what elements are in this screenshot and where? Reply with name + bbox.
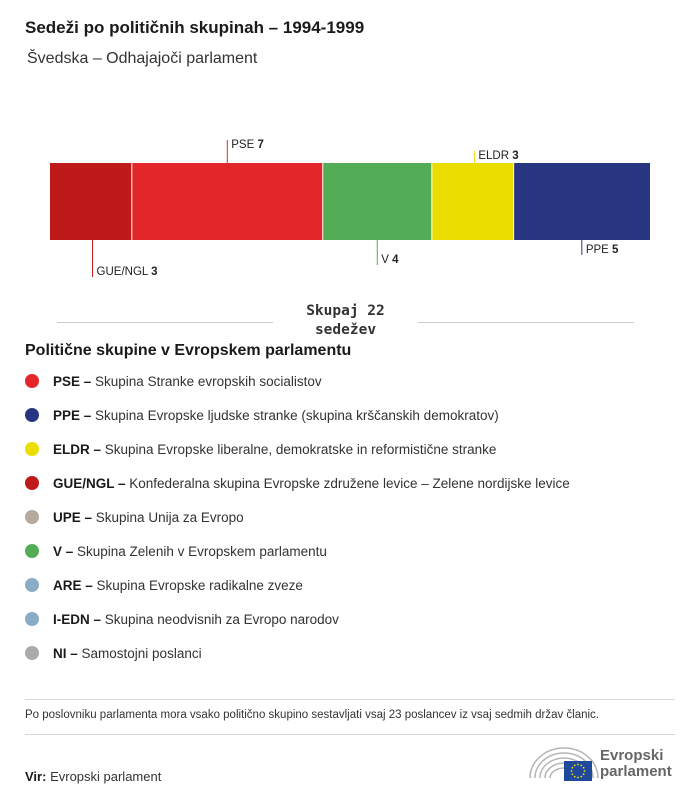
divider bbox=[25, 734, 675, 735]
total-seats bbox=[273, 302, 418, 340]
legend-dot-icon bbox=[25, 612, 39, 626]
legend-item bbox=[25, 506, 244, 528]
legend-abbreviation: GUE/NGL – bbox=[53, 475, 126, 491]
bar-label-ppe: PPE 5 bbox=[585, 244, 619, 256]
divider bbox=[25, 699, 675, 700]
legend-item bbox=[25, 540, 327, 562]
legend-abbreviation: ELDR – bbox=[53, 441, 102, 457]
legend-item bbox=[25, 438, 496, 460]
total-seats-count: Skupaj 22 bbox=[306, 303, 385, 319]
logo-line-2: parlament bbox=[600, 763, 672, 780]
eu-star-icon bbox=[584, 770, 586, 772]
legend-dot-icon bbox=[25, 408, 39, 422]
legend-description: Skupina Stranke evropskih socialistov bbox=[91, 373, 322, 389]
bar-label-pse: PSE 7 bbox=[231, 139, 264, 151]
legend-description: Skupina Evropske ljudske stranke (skupina krščanskih demokratov) bbox=[91, 407, 499, 423]
eu-star-icon bbox=[577, 764, 579, 766]
total-divider-right bbox=[418, 322, 634, 323]
legend-description: Skupina Zelenih v Evropskem parlamentu bbox=[73, 543, 327, 559]
logo-line-1: Evropski bbox=[600, 747, 664, 764]
eu-star-icon bbox=[571, 767, 573, 769]
logo-text bbox=[600, 748, 672, 780]
legend-item bbox=[25, 608, 339, 630]
source bbox=[25, 769, 161, 784]
bar-segment-gue-ngl bbox=[50, 163, 132, 240]
legend-label bbox=[53, 578, 303, 593]
legend-item bbox=[25, 404, 499, 426]
bar-segment-eldr bbox=[432, 163, 514, 240]
eu-star-icon bbox=[574, 764, 576, 766]
legend-abbreviation: V – bbox=[53, 543, 74, 559]
legend-dot-icon bbox=[25, 442, 39, 456]
legend-dot-icon bbox=[25, 646, 39, 660]
legend-dot-icon bbox=[25, 578, 39, 592]
bar-label-gue-ngl: GUE/NGL 3 bbox=[96, 266, 158, 278]
legend-abbreviation: I-EDN – bbox=[53, 611, 102, 627]
legend-label bbox=[53, 442, 496, 457]
legend-item bbox=[25, 574, 303, 596]
eu-star-icon bbox=[583, 767, 585, 769]
legend-item bbox=[25, 642, 202, 664]
legend-label bbox=[53, 646, 202, 661]
page-title: Sedeži po političnih skupinah – 1994-1999 bbox=[25, 18, 365, 37]
source-label: Vir: bbox=[25, 769, 47, 784]
seat-distribution-chart bbox=[0, 130, 700, 290]
eu-star-icon bbox=[574, 776, 576, 778]
legend-title: Politične skupine v Evropskem parlamentu bbox=[25, 342, 352, 359]
legend-dot-icon bbox=[25, 510, 39, 524]
bar-segment-v bbox=[323, 163, 432, 240]
bar-label-v: V 4 bbox=[381, 254, 399, 266]
legend-description: Konfederalna skupina Evropske združene levice – Zelene nordijske levice bbox=[125, 475, 570, 491]
total-seats-unit: sedežev bbox=[314, 322, 377, 338]
eu-star-icon bbox=[580, 764, 582, 766]
total-divider-left bbox=[57, 322, 273, 323]
legend-description: Skupina Unija za Evropo bbox=[92, 509, 244, 525]
bar-label-eldr: ELDR 3 bbox=[478, 150, 519, 162]
legend-label bbox=[53, 408, 499, 423]
legend-abbreviation: NI – bbox=[53, 645, 78, 661]
legend-description: Skupina Evropske liberalne, demokratske in reformistične stranke bbox=[101, 441, 497, 457]
eu-star-icon bbox=[571, 773, 573, 775]
legend-label bbox=[53, 374, 322, 389]
legend-label bbox=[53, 510, 244, 525]
legend-description: Skupina Evropske radikalne zveze bbox=[92, 577, 303, 593]
legend-description: Skupina neodvisnih za Evropo narodov bbox=[101, 611, 339, 627]
legend-label bbox=[53, 476, 570, 491]
legend-label bbox=[53, 612, 339, 627]
source-value: Evropski parlament bbox=[50, 769, 162, 784]
legend-abbreviation: PSE – bbox=[53, 373, 92, 389]
page-subtitle: Švedska – Odhajajoči parlament bbox=[27, 50, 258, 67]
legend-abbreviation: ARE – bbox=[53, 577, 93, 593]
legend-abbreviation: UPE – bbox=[53, 509, 93, 525]
eu-star-icon bbox=[583, 773, 585, 775]
bar-segment-ppe bbox=[514, 163, 650, 240]
legend-dot-icon bbox=[25, 476, 39, 490]
footnote: Po poslovniku parlamenta mora vsako politično skupino sestavljati vsaj 23 poslancev iz vsaj sedmih držav članic. bbox=[25, 709, 600, 721]
eu-star-icon bbox=[580, 776, 582, 778]
legend-dot-icon bbox=[25, 544, 39, 558]
legend-label bbox=[53, 544, 327, 559]
bar-segment-pse bbox=[132, 163, 323, 240]
eu-star-icon bbox=[571, 770, 573, 772]
legend-abbreviation: PPE – bbox=[53, 407, 92, 423]
legend-dot-icon bbox=[25, 374, 39, 388]
eu-star-icon bbox=[577, 777, 579, 779]
legend-item bbox=[25, 370, 322, 392]
legend-description: Samostojni poslanci bbox=[77, 645, 202, 661]
legend-item bbox=[25, 472, 570, 494]
